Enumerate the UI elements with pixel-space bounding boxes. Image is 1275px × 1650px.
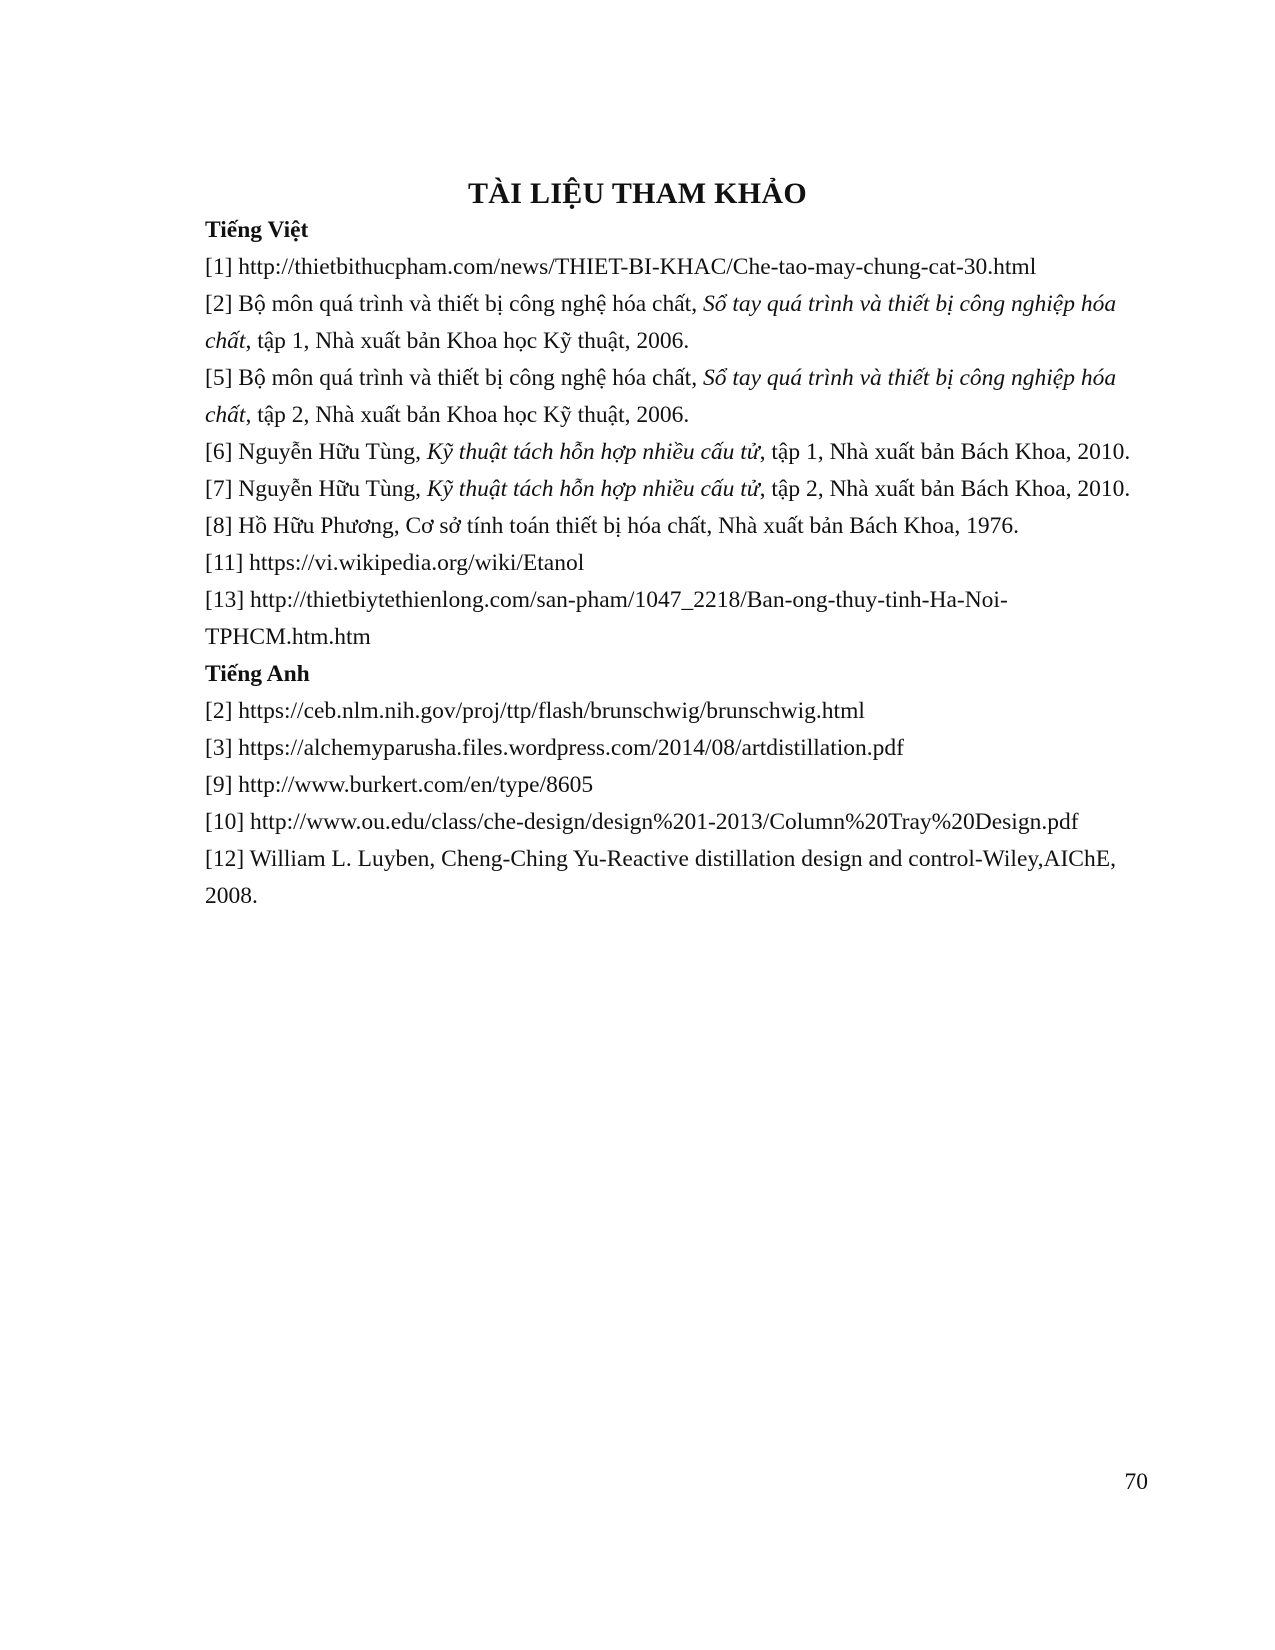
page-number: 70 [1124, 1469, 1148, 1495]
reference-item [205, 434, 1140, 471]
reference-text: , tập 2, Nhà xuất bản Bách Khoa, 2010. [759, 476, 1131, 502]
reference-item [205, 730, 1140, 767]
reference-text: , tập 1, Nhà xuất bản Bách Khoa, 2010. [759, 439, 1131, 465]
reference-book-title: Kỹ thuật tách hỗn hợp nhiều cấu tử [426, 439, 760, 465]
section-heading-vietnamese: Tiếng Việt [205, 217, 309, 243]
reference-item [205, 767, 1140, 804]
reference-text: [3] https://alchemyparusha.files.wordpress.com/2014/08/artdistillation.pdf [205, 735, 904, 761]
reference-text: [8] Hồ Hữu Phương, Cơ sở tính toán thiết bị hóa chất, Nhà xuất bản Bách Khoa, 1976. [205, 513, 1019, 539]
references-body [205, 212, 1140, 915]
reference-item [205, 841, 1140, 915]
reference-item [205, 804, 1140, 841]
reference-book-title: Sổ tay quá trình và thiết bị công nghiệp hóa chất [205, 291, 1117, 354]
page-title: TÀI LIỆU THAM KHẢO [467, 177, 808, 210]
reference-item [205, 693, 1140, 730]
reference-item [205, 545, 1140, 582]
reference-text: [9] http://www.burkert.com/en/type/8605 [205, 772, 594, 798]
reference-text: [2] Bộ môn quá trình và thiết bị công nghệ hóa chất, [205, 291, 703, 317]
reference-text: [11] https://vi.wikipedia.org/wiki/Etanol [205, 550, 585, 576]
reference-text: [2] https://ceb.nlm.nih.gov/proj/ttp/flash/brunschwig/brunschwig.html [205, 698, 865, 724]
reference-item [205, 582, 1140, 656]
reference-text: [7] Nguyễn Hữu Tùng, [205, 476, 427, 502]
reference-item [205, 508, 1140, 545]
section-heading-english: Tiếng Anh [205, 661, 310, 687]
reference-text: [10] http://www.ou.edu/class/che-design/design%201-2013/Column%20Tray%20Design.pdf [205, 809, 1079, 835]
reference-text: [12] William L. Luyben, Cheng-Ching Yu-Reactive distillation design and control-Wiley,AIChE, 2008. [205, 846, 1116, 909]
reference-item [205, 286, 1140, 360]
reference-text: [6] Nguyễn Hữu Tùng, [205, 439, 427, 465]
reference-book-title: Sổ tay quá trình và thiết bị công nghiệp hóa chất [205, 365, 1117, 428]
reference-item [205, 471, 1140, 508]
reference-book-title: Kỹ thuật tách hỗn hợp nhiều cấu tử [426, 476, 760, 502]
reference-item [205, 360, 1140, 434]
reference-item [205, 249, 1140, 286]
reference-text: , tập 1, Nhà xuất bản Khoa học Kỹ thuật, 2006. [245, 328, 690, 354]
reference-text: , tập 2, Nhà xuất bản Khoa học Kỹ thuật, 2006. [245, 402, 690, 428]
reference-text: [1] http://thietbithucpham.com/news/THIET-BI-KHAC/Che-tao-may-chung-cat-30.html [205, 254, 1037, 280]
reference-text: [13] http://thietbiytethienlong.com/san-pham/1047_2218/Ban-ong-thuy-tinh-Ha-Noi-TPHCM.htm.htm [205, 587, 1008, 650]
reference-text: [5] Bộ môn quá trình và thiết bị công nghệ hóa chất, [205, 365, 703, 391]
